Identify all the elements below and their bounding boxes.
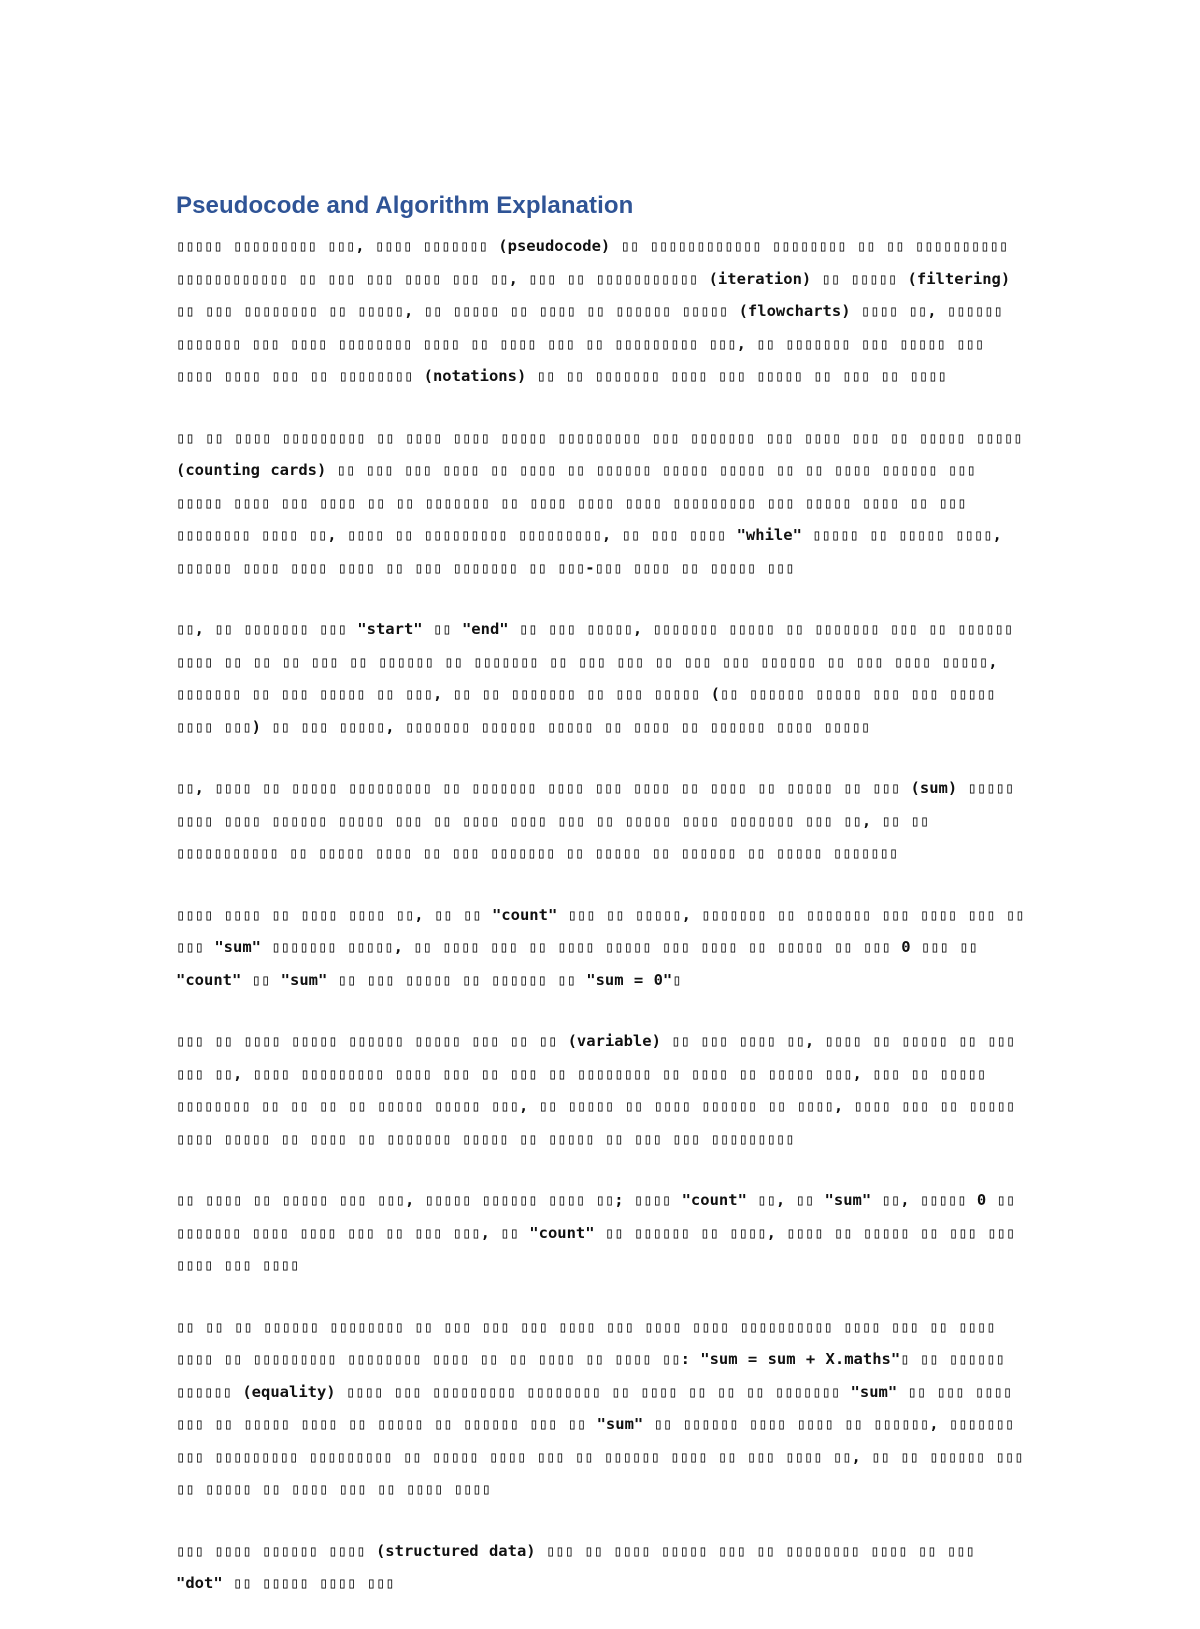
paragraph: ▯▯ ▯▯ ▯▯▯▯ ▯▯▯▯▯▯▯▯▯ ▯▯ ▯▯▯▯ ▯▯▯▯ ▯▯▯▯▯ ▯▯▯▯▯▯▯▯▯ ▯▯▯ ▯▯▯▯▯▯▯ ▯▯▯ ▯▯▯▯ ▯▯▯ ▯▯ ▯▯▯▯▯ ▯▯▯▯▯ (counting cards) ▯▯ ▯▯▯ ▯▯▯ ▯▯▯▯ ▯▯ ▯▯▯▯ ▯▯ ▯▯▯▯▯▯ ▯▯▯▯▯ ▯▯▯▯▯ ▯▯ ▯▯ ▯▯▯▯ ▯▯▯▯▯▯ ▯▯▯ ▯▯▯▯▯ ▯▯▯▯ ▯▯▯ ▯▯▯▯ ▯▯ ▯▯ ▯▯▯▯▯▯▯ ▯▯ ▯▯▯▯ ▯▯▯▯ ▯▯▯▯ ▯▯▯▯▯▯▯▯▯ ▯▯▯ ▯▯▯▯▯ ▯▯▯▯ ▯▯ ▯▯▯ ▯▯▯▯▯▯▯▯ ▯▯▯▯ ▯▯, ▯▯▯▯ ▯▯ ▯▯▯▯▯▯▯▯▯ ▯▯▯▯▯▯▯▯▯, ▯▯ ▯▯▯ ▯▯▯▯ "while" ▯▯▯▯▯ ▯▯ ▯▯▯▯▯ ▯▯▯▯, ▯▯▯▯▯▯ ▯▯▯▯ ▯▯▯▯ ▯▯▯▯ ▯▯ ▯▯▯ ▯▯▯▯▯▯▯ ▯▯ ▯▯▯-▯▯▯ ▯▯▯▯ ▯▯ ▯▯▯▯▯ ▯▯▯ [176, 428, 1023, 577]
paragraph: ▯▯▯ ▯▯▯▯ ▯▯▯▯▯▯ ▯▯▯▯ (structured data) ▯▯▯ ▯▯ ▯▯▯▯ ▯▯▯▯▯ ▯▯▯ ▯▯ ▯▯▯▯▯▯▯▯ ▯▯▯▯ ▯▯ ▯▯▯ "dot" ▯▯ ▯▯▯▯▯ ▯▯▯▯ ▯▯▯ [176, 1541, 975, 1592]
paragraph: ▯▯▯▯ ▯▯▯▯ ▯▯ ▯▯▯▯ ▯▯▯▯ ▯▯, ▯▯ ▯▯ "count" ▯▯▯ ▯▯ ▯▯▯▯▯, ▯▯▯▯▯▯▯ ▯▯ ▯▯▯▯▯▯▯ ▯▯▯ ▯▯▯▯ ▯▯▯ ▯▯ ▯▯▯ "sum" ▯▯▯▯▯▯▯ ▯▯▯▯▯, ▯▯ ▯▯▯▯ ▯▯▯ ▯▯ ▯▯▯▯ ▯▯▯▯▯ ▯▯▯ ▯▯▯▯ ▯▯ ▯▯▯▯▯ ▯▯ ▯▯▯ 0 ▯▯▯ ▯▯ "count" ▯▯ "sum" ▯▯ ▯▯▯ ▯▯▯▯▯ ▯▯ ▯▯▯▯▯▯ ▯▯ "sum = 0"▯ [176, 905, 1025, 989]
paragraph: ▯▯, ▯▯▯▯ ▯▯ ▯▯▯▯▯ ▯▯▯▯▯▯▯▯▯ ▯▯ ▯▯▯▯▯▯▯ ▯▯▯▯ ▯▯▯ ▯▯▯▯ ▯▯ ▯▯▯▯ ▯▯ ▯▯▯▯▯ ▯▯ ▯▯▯ (sum) ▯▯▯▯▯ ▯▯▯▯ ▯▯▯▯ ▯▯▯▯▯▯ ▯▯▯▯▯ ▯▯▯ ▯▯ ▯▯▯▯ ▯▯▯▯ ▯▯▯ ▯▯ ▯▯▯▯▯ ▯▯▯▯ ▯▯▯▯▯▯▯ ▯▯▯ ▯▯, ▯▯ ▯▯ ▯▯▯▯▯▯▯▯▯▯▯ ▯▯ ▯▯▯▯▯ ▯▯▯▯ ▯▯ ▯▯▯ ▯▯▯▯▯▯▯ ▯▯ ▯▯▯▯▯ ▯▯ ▯▯▯▯▯▯ ▯▯ ▯▯▯▯▯ ▯▯▯▯▯▯▯ [176, 779, 1015, 862]
paragraph: ▯▯ ▯▯ ▯▯ ▯▯▯▯▯▯ ▯▯▯▯▯▯▯▯ ▯▯ ▯▯▯ ▯▯▯ ▯▯▯ ▯▯▯▯ ▯▯▯ ▯▯▯▯ ▯▯▯▯ ▯▯▯▯▯▯▯▯▯▯ ▯▯▯▯ ▯▯▯ ▯▯ ▯▯▯▯ ▯▯▯▯ ▯▯ ▯▯▯▯▯▯▯▯▯ ▯▯▯▯▯▯▯▯ ▯▯▯▯ ▯▯ ▯▯ ▯▯▯▯ ▯▯ ▯▯▯▯ ▯▯: "sum = sum + X.maths"▯ ▯▯ ▯▯▯▯▯▯ ▯▯▯▯▯▯ (equality) ▯▯▯▯ ▯▯▯ ▯▯▯▯▯▯▯▯▯ ▯▯▯▯▯▯▯▯ ▯▯ ▯▯▯▯ ▯▯ ▯▯ ▯▯ ▯▯▯▯▯▯▯ "sum" ▯▯ ▯▯▯ ▯▯▯▯ ▯▯▯ ▯▯ ▯▯▯▯▯ ▯▯▯▯ ▯▯ ▯▯▯▯▯ ▯▯ ▯▯▯▯▯▯ ▯▯▯ ▯▯ "sum" ▯▯ ▯▯▯▯▯▯ ▯▯▯▯ ▯▯▯▯ ▯▯ ▯▯▯▯▯▯, ▯▯▯▯▯▯▯ ▯▯▯ ▯▯▯▯▯▯▯▯▯ ▯▯▯▯▯▯▯▯▯ ▯▯ ▯▯▯▯▯ ▯▯▯▯ ▯▯▯ ▯▯ ▯▯▯▯▯▯ ▯▯▯▯ ▯▯ ▯▯▯ ▯▯▯▯ ▯▯, ▯▯ ▯▯ ▯▯▯▯▯▯ ▯▯▯ ▯▯ ▯▯▯▯▯ ▯▯ ▯▯▯▯ ▯▯▯ ▯▯ ▯▯▯▯ ▯▯▯▯ [176, 1317, 1024, 1498]
paragraph: ▯▯▯▯▯ ▯▯▯▯▯▯▯▯▯ ▯▯▯, ▯▯▯▯ ▯▯▯▯▯▯▯ (pseudocode) ▯▯ ▯▯▯▯▯▯▯▯▯▯▯▯ ▯▯▯▯▯▯▯▯ ▯▯ ▯▯ ▯▯▯▯▯▯▯▯▯▯ ▯▯▯▯▯▯▯▯▯▯▯▯ ▯▯ ▯▯▯ ▯▯▯ ▯▯▯▯ ▯▯▯ ▯▯, ▯▯▯ ▯▯ ▯▯▯▯▯▯▯▯▯▯▯ (iteration) ▯▯ ▯▯▯▯▯ (filtering) ▯▯ ▯▯▯ ▯▯▯▯▯▯▯▯ ▯▯ ▯▯▯▯▯, ▯▯ ▯▯▯▯▯ ▯▯ ▯▯▯▯ ▯▯ ▯▯▯▯▯▯ ▯▯▯▯▯ (flowcharts) ▯▯▯▯ ▯▯, ▯▯▯▯▯▯ ▯▯▯▯▯▯▯ ▯▯▯ ▯▯▯▯ ▯▯▯▯▯▯▯▯ ▯▯▯▯ ▯▯ ▯▯▯▯ ▯▯▯ ▯▯ ▯▯▯▯▯▯▯▯▯ ▯▯▯, ▯▯ ▯▯▯▯▯▯▯ ▯▯▯ ▯▯▯▯▯ ▯▯▯ ▯▯▯▯ ▯▯▯▯ ▯▯▯ ▯▯ ▯▯▯▯▯▯▯▯ (notations) ▯▯ ▯▯ ▯▯▯▯▯▯▯ ▯▯▯▯ ▯▯▯ ▯▯▯▯▯ ▯▯ ▯▯▯ ▯▯ ▯▯▯▯ [176, 237, 1011, 385]
paragraph: ▯▯ ▯▯▯▯ ▯▯ ▯▯▯▯▯ ▯▯▯ ▯▯▯, ▯▯▯▯▯ ▯▯▯▯▯▯ ▯▯▯▯ ▯▯; ▯▯▯▯ "count" ▯▯, ▯▯ "sum" ▯▯, ▯▯▯▯▯ 0 ▯▯ ▯▯▯▯▯▯▯ ▯▯▯▯ ▯▯▯▯ ▯▯▯ ▯▯ ▯▯▯ ▯▯▯, ▯▯ "count" ▯▯ ▯▯▯▯▯▯ ▯▯ ▯▯▯▯, ▯▯▯▯ ▯▯ ▯▯▯▯▯ ▯▯ ▯▯▯ ▯▯▯ ▯▯▯▯ ▯▯▯ ▯▯▯▯ [176, 1191, 1016, 1274]
document-body [176, 190, 1026, 1629]
paragraph: ▯▯▯ ▯▯ ▯▯▯▯ ▯▯▯▯▯ ▯▯▯▯▯▯ ▯▯▯▯▯ ▯▯▯ ▯▯ ▯▯ (variable) ▯▯ ▯▯▯ ▯▯▯▯ ▯▯, ▯▯▯▯ ▯▯ ▯▯▯▯▯ ▯▯ ▯▯▯ ▯▯▯ ▯▯, ▯▯▯▯ ▯▯▯▯▯▯▯▯▯ ▯▯▯▯ ▯▯▯ ▯▯ ▯▯▯ ▯▯ ▯▯▯▯▯▯▯▯ ▯▯ ▯▯▯▯ ▯▯ ▯▯▯▯▯ ▯▯▯, ▯▯▯ ▯▯ ▯▯▯▯▯ ▯▯▯▯▯▯▯▯ ▯▯ ▯▯ ▯▯ ▯▯ ▯▯▯▯▯ ▯▯▯▯▯ ▯▯▯, ▯▯ ▯▯▯▯▯ ▯▯ ▯▯▯▯ ▯▯▯▯▯▯ ▯▯ ▯▯▯▯, ▯▯▯▯ ▯▯▯ ▯▯ ▯▯▯▯▯ ▯▯▯▯ ▯▯▯▯▯ ▯▯ ▯▯▯▯ ▯▯ ▯▯▯▯▯▯▯ ▯▯▯▯▯ ▯▯ ▯▯▯▯▯ ▯▯ ▯▯▯ ▯▯▯ ▯▯▯▯▯▯▯▯▯ [176, 1032, 1016, 1148]
paragraph: ▯▯, ▯▯ ▯▯▯▯▯▯▯ ▯▯▯ "start" ▯▯ "end" ▯▯ ▯▯▯ ▯▯▯▯▯, ▯▯▯▯▯▯▯ ▯▯▯▯▯ ▯▯ ▯▯▯▯▯▯▯ ▯▯▯ ▯▯ ▯▯▯▯▯▯ ▯▯▯▯ ▯▯ ▯▯ ▯▯ ▯▯▯ ▯▯ ▯▯▯▯▯▯ ▯▯ ▯▯▯▯▯▯▯ ▯▯ ▯▯▯ ▯▯▯ ▯▯ ▯▯▯ ▯▯▯ ▯▯▯▯▯▯ ▯▯ ▯▯▯ ▯▯▯▯ ▯▯▯▯▯, ▯▯▯▯▯▯▯ ▯▯ ▯▯▯ ▯▯▯▯▯ ▯▯ ▯▯▯, ▯▯ ▯▯ ▯▯▯▯▯▯▯ ▯▯ ▯▯▯ ▯▯▯▯▯ (▯▯ ▯▯▯▯▯▯ ▯▯▯▯▯ ▯▯▯ ▯▯▯ ▯▯▯▯▯ ▯▯▯▯ ▯▯▯) ▯▯ ▯▯▯ ▯▯▯▯▯, ▯▯▯▯▯▯▯ ▯▯▯▯▯▯ ▯▯▯▯▯ ▯▯ ▯▯▯▯ ▯▯ ▯▯▯▯▯▯ ▯▯▯▯ ▯▯▯▯▯ [176, 620, 1014, 736]
document-title: Pseudocode and Algorithm Explanation [176, 192, 634, 219]
